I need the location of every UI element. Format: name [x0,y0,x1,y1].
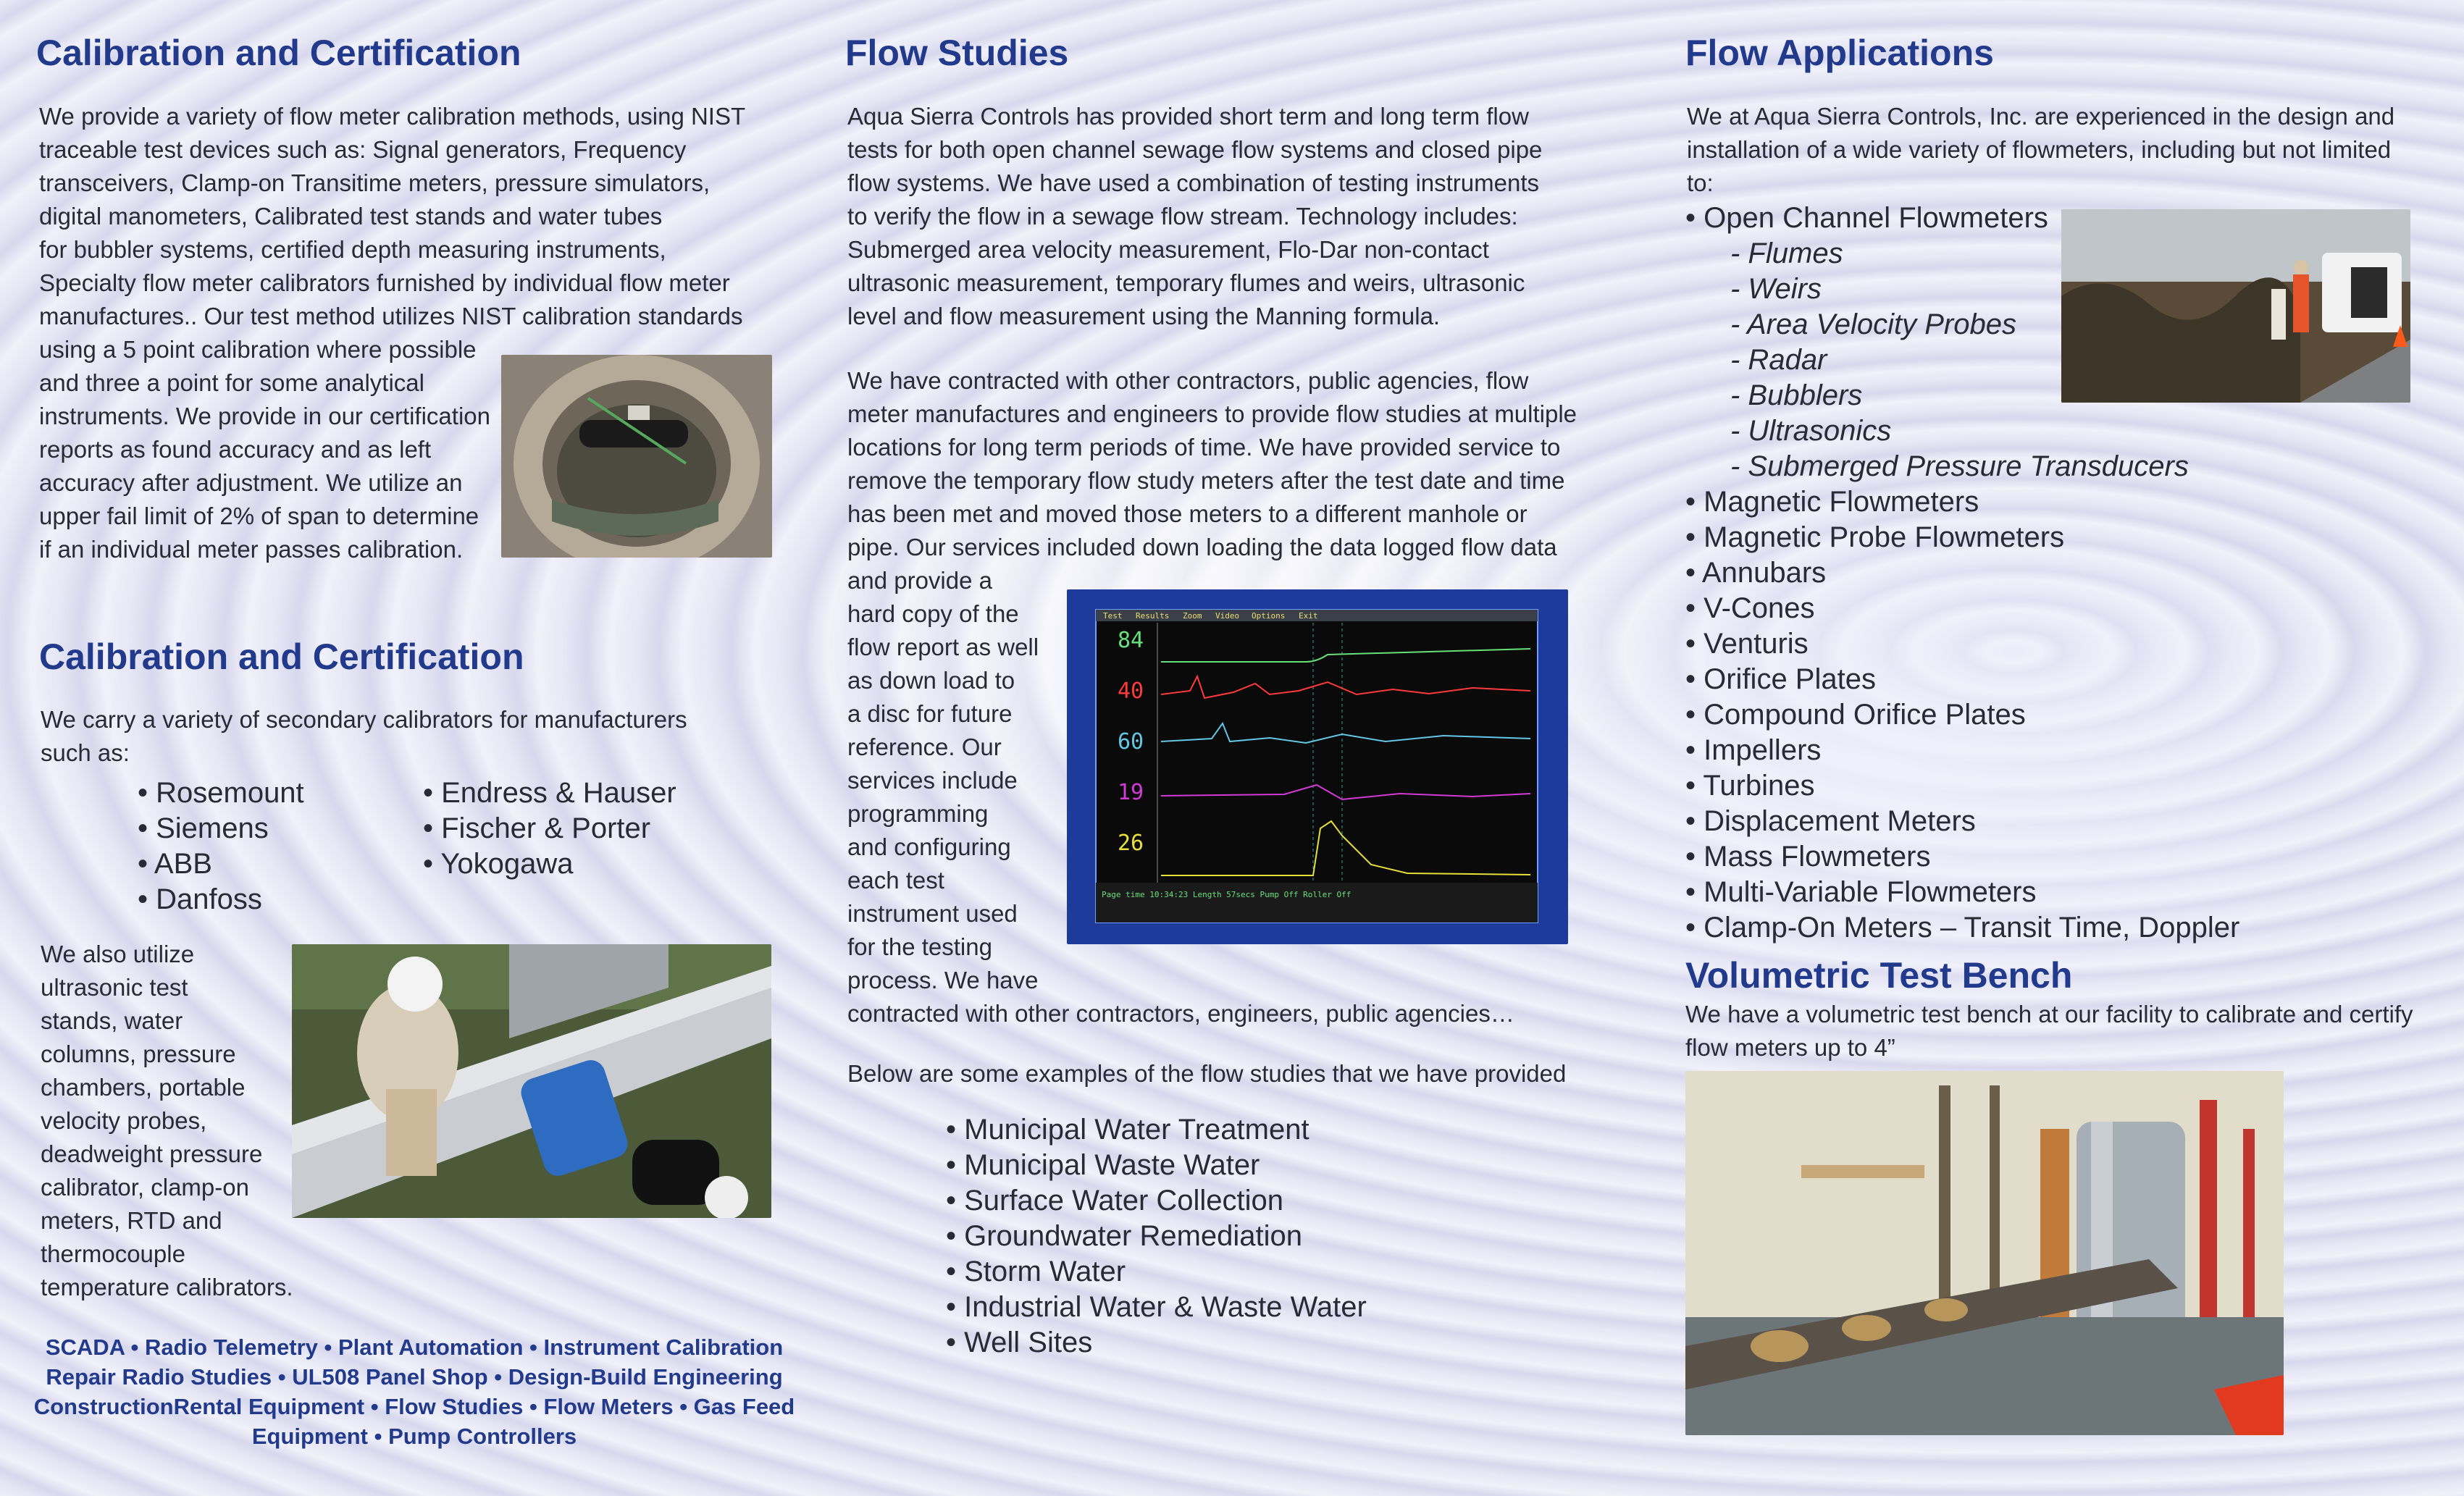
list-item: • Multi-Variable Flowmeters [1685,876,2037,908]
list-item: • Fischer & Porter [423,812,651,844]
screen-readout-5: 26 [1118,831,1144,856]
list-item: - Bubblers [1730,379,1863,411]
brands-list-right [423,776,676,882]
screen-menu-video: Video [1215,611,1240,621]
list-item: • Groundwater Remediation [946,1220,1303,1252]
ultrasonic-equipment-paragraph: We also utilize ultrasonic test stands, water columns, pressure chambers, portable velocity probes, deadweight pressure calibrator, clamp-on meters, RTD and thermocouple temperature calibrators. [41,941,293,1300]
examples-intro: Below are some examples of the flow studies that we have provided [847,1060,1567,1087]
screen-readout-4: 19 [1118,780,1144,805]
list-item: • Magnetic Probe Flowmeters [1685,521,2065,553]
heading-flow-applications: Flow Applications [1685,33,1994,73]
heading-flow-studies: Flow Studies [845,33,1069,73]
test-bench-photo [1685,1071,2284,1435]
screen-footer-text: Page time 10:34:23 Length 57secs Pump Off Roller Off [1102,890,1352,899]
list-item: • Annubars [1685,557,1827,589]
list-item: • Orifice Plates [1685,663,1876,695]
services-footer: SCADA • Radio Telemetry • Plant Automation • Instrument Calibration Repair Radio Studies • UL508 Panel Shop • Design-Build Engineering ConstructionRental Equipment • Flow Studies • Flow Meters • Gas Feed Equipment • Pump Controllers [33,1335,795,1449]
screen-menu-results: Results [1136,611,1170,621]
screen-readout-3: 60 [1118,729,1144,755]
manhole-meter-photo [501,355,772,558]
list-item: - Weirs [1730,273,1822,305]
test-bench-description: We have a volumetric test bench at our facility to calibrate and certify flow meters up to 4” [1685,1001,2413,1061]
list-item: - Submerged Pressure Transducers [1730,450,2189,482]
screen-menu-exit: Exit [1299,611,1318,621]
list-item: • Open Channel Flowmeters [1685,202,2048,234]
flow-tests-paragraph: Aqua Sierra Controls has provided short term and long term flow tests for both open channel sewage flow systems and closed pipe flow systems. We have used a combination of testing instruments to verify the flow in a sewage flow stream. Technology includes: Submerged area velocity measurement, Flo-Dar non-contact ultrasonic measurement, temporary flumes and weirs, ultrasonic level and flow measurement using the Manning formula. [847,103,1543,329]
list-item: • Siemens [138,812,269,844]
list-item: • Impellers [1685,734,1822,766]
list-item: • Industrial Water & Waste Water [946,1291,1367,1323]
list-item: • Venturis [1685,628,1809,660]
secondary-calibrators-paragraph: We carry a variety of secondary calibrators for manufacturers such as: [41,706,687,766]
flow-monitor-screen [1067,589,1568,944]
screen-readout-2: 40 [1118,678,1144,704]
list-item: • ABB [138,848,212,880]
screen-menu-options: Options [1252,611,1286,621]
screen-menu-test: Test [1103,611,1123,621]
heading-calibration-2: Calibration and Certification [39,636,524,677]
heading-calibration-1: Calibration and Certification [36,33,521,73]
list-item: • Yokogawa [423,848,574,880]
brands-list-left [138,776,304,917]
flow-studies-list [946,1112,1367,1361]
calibration-methods-paragraph: We provide a variety of flow meter calibration methods, using NIST traceable test devices such as: Signal generators, Frequency transceivers, Clamp-on Transitime meters, pressure simulators, digital manometers, Calibrated test stands and water tubes for bubbler systems, certified depth measuring instruments, Specialty flow meter calibrators furnished by individual flow meter manufactures.. Our test method utilizes NIST calibration standards using a 5 point calibration where possible and three a point for some analytical instruments. We provide in our certification reports as found accuracy and as left accuracy after adjustment. We utilize an upper fail limit of 2% of span to determine if an individual meter passes calibration. [39,103,746,563]
list-item: • Magnetic Flowmeters [1685,486,1979,518]
field-crew-photo [2061,209,2410,403]
screen-readout-1: 84 [1118,628,1144,653]
list-item: • Surface Water Collection [946,1185,1284,1216]
list-item: - Ultrasonics [1730,415,1892,447]
list-item: • Endress & Hauser [423,777,676,809]
screen-menu-zoom: Zoom [1183,611,1202,621]
applications-intro: We at Aqua Sierra Controls, Inc. are experienced in the design and installation of a wide variety of flowmeters, including but not limited to: [1687,103,2395,196]
pipe-worker-photo [292,944,771,1218]
list-item: • Rosemount [138,777,304,809]
list-item: • Municipal Waste Water [946,1149,1260,1181]
list-item: • Mass Flowmeters [1685,841,1931,873]
list-item: • Danfoss [138,883,262,915]
list-item: • Well Sites [946,1327,1093,1358]
list-item: • Clamp-On Meters – Transit Time, Doppler [1685,912,2240,944]
list-item: - Area Velocity Probes [1730,308,2016,340]
list-item: - Flumes [1730,238,1843,269]
list-item: • Municipal Water Treatment [946,1114,1309,1146]
list-item: • Turbines [1685,770,1815,802]
list-item: • Storm Water [946,1256,1126,1287]
contracted-services-paragraph: We have contracted with other contractors, public agencies, flow meter manufactures and engineers to provide flow studies at multiple locations for long term periods of time. We have provided service to remove the temporary flow study meters after the test date and time has been met and moved those meters to a different manhole or pipe. Our services included down loading the data logged flow data and provide a hard copy of the flow report as well as down load to a disc for future reference. Our services include programming and configuring each test instrument used for the testing process. We have contracted with other contractors, engineers, public agencies… [847,367,1577,1027]
list-item: • Displacement Meters [1685,805,1976,837]
list-item: • V-Cones [1685,592,1815,624]
list-item: • Compound Orifice Plates [1685,699,2026,731]
list-item: - Radar [1730,344,1827,376]
heading-volumetric-test-bench: Volumetric Test Bench [1685,955,2073,996]
